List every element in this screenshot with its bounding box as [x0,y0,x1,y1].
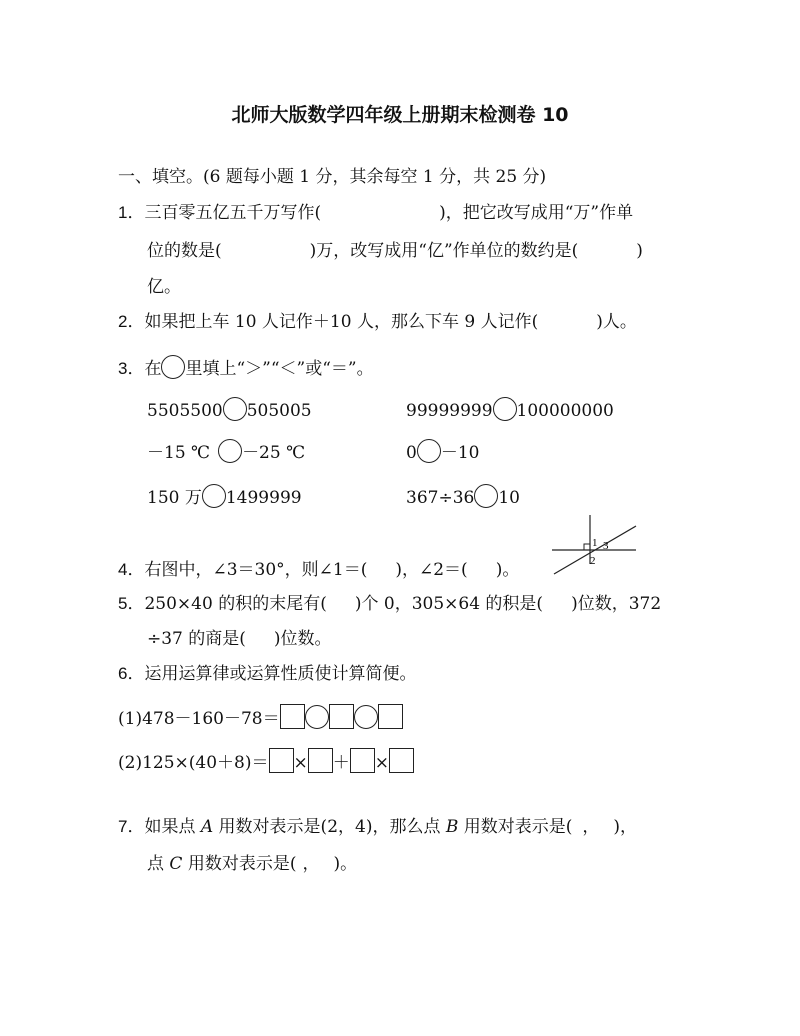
circle-icon [161,355,185,379]
question-3 [118,355,374,380]
q5-text-b: )个 0，305×64 的积是( [354,594,544,614]
compare-item [406,439,479,464]
question-3-number: 3． [118,359,145,378]
compare-left: 367÷36 [406,488,475,508]
q7-text: 点 [147,854,170,874]
compare-right: 1499999 [225,488,302,508]
q5-text-d: ÷37 的商是( [147,629,246,649]
answer-box[interactable] [389,748,414,773]
angle-label-1: 1 [592,537,598,549]
question-4 [118,559,519,581]
compare-left: 5505500 [147,401,223,421]
compare-right: 10 [498,488,520,508]
answer-box[interactable] [378,704,403,729]
answer-box[interactable] [329,704,354,729]
operator-circle[interactable] [305,705,329,729]
compare-left: 99999999 [406,401,493,421]
question-7-line-1 [118,816,637,838]
page-title: 北师大版数学四年级上册期末检测卷 10 [231,104,569,126]
angle-label-3: 3 [603,540,609,552]
question-6 [118,663,416,685]
question-2-number: 2． [118,312,145,331]
q4-text-c: )。 [495,560,520,580]
q4-text-a: 右图中，∠3＝30°，则∠1＝( [144,560,368,580]
q7-text: 用数对表示是(2，4)，那么点 [213,817,446,837]
q1-text-b: )，把它改写成用“万”作单 [439,203,634,223]
q3-text-b: 里填上“＞”“＜”或“＝”。 [185,359,374,379]
compare-right: 100000000 [516,401,614,421]
question-4-number: 4． [118,560,145,579]
point-a: A [200,817,214,837]
answer-box[interactable] [269,748,294,773]
comma: ， [302,854,320,874]
compare-right: －10 [440,443,480,463]
compare-left: －15 ℃ [147,443,211,463]
q6-text: 运用运算律或运算性质使计算简便。 [144,664,417,684]
expression-1 [118,704,403,730]
q7-text: 如果点 [144,817,201,837]
question-5-line-2 [147,628,332,650]
question-2 [118,311,637,333]
compare-item [406,397,614,422]
answer-box[interactable] [280,704,305,729]
q2-text-a: 如果把上车 10 人记作＋10 人，那么下车 9 人记作( [144,312,539,332]
compare-item [147,439,305,464]
question-1-line-1 [118,202,633,224]
q7-text: )。 [333,854,358,874]
compare-left: 150 万 [147,488,202,508]
section-heading: 一、填空。(6 题每小题 1 分，其余每空 1 分，共 25 分) [118,167,547,187]
question-6-number: 6． [118,664,145,683]
question-1-line-2 [147,240,643,262]
compare-circle[interactable] [202,484,226,508]
plus-sign: ＋ [332,753,350,773]
question-1-number: 1． [118,203,145,222]
expression-2-text: (2)125×(40＋8)＝ [118,753,269,773]
compare-circle[interactable] [223,397,247,421]
answer-box[interactable] [350,748,375,773]
compare-circle[interactable] [474,484,498,508]
q2-text-b: )人。 [596,312,637,332]
right-angle-mark [584,544,590,550]
point-c: C [169,854,183,874]
question-5-number: 5． [118,594,145,613]
angle-label-2: 2 [590,555,596,567]
compare-circle[interactable] [493,397,517,421]
q5-text-c: )位数，372 [571,594,662,614]
comma: ， [582,817,600,837]
q7-text: )， [613,817,638,837]
compare-circle[interactable] [218,439,242,463]
compare-item [406,484,520,509]
times-sign: × [293,753,308,773]
compare-item [147,484,302,509]
q7-text: 用数对表示是( [458,817,573,837]
q4-text-b: )，∠2＝( [395,560,468,580]
operator-circle[interactable] [354,705,378,729]
question-5-line-1 [118,593,661,615]
compare-left: 0 [406,443,417,463]
expression-2 [118,748,414,774]
question-7-line-2 [147,853,357,875]
angle-figure [550,512,640,578]
q1-text-e: ) [636,241,643,261]
times-sign: × [374,753,389,773]
compare-item [147,397,312,422]
q1-text-a: 三百零五亿五千万写作( [144,203,322,223]
q3-text-a: 在 [144,359,162,379]
expression-1-text: (1)478－160－78＝ [118,709,280,729]
q5-text-a: 250×40 的积的末尾有( [144,594,327,614]
question-1-line-3: 亿。 [147,277,181,297]
q7-text: 用数对表示是( [182,854,297,874]
answer-box[interactable] [308,748,333,773]
compare-circle[interactable] [417,439,441,463]
compare-right: －25 ℃ [242,443,306,463]
point-b: B [445,817,459,837]
question-7-number: 7． [118,817,145,836]
q5-text-e: )位数。 [273,629,332,649]
q1-text-d: )万，改写成用“亿”作单位的数约是( [309,241,579,261]
q1-text-c: 位的数是( [147,241,222,261]
compare-right: 505005 [246,401,312,421]
